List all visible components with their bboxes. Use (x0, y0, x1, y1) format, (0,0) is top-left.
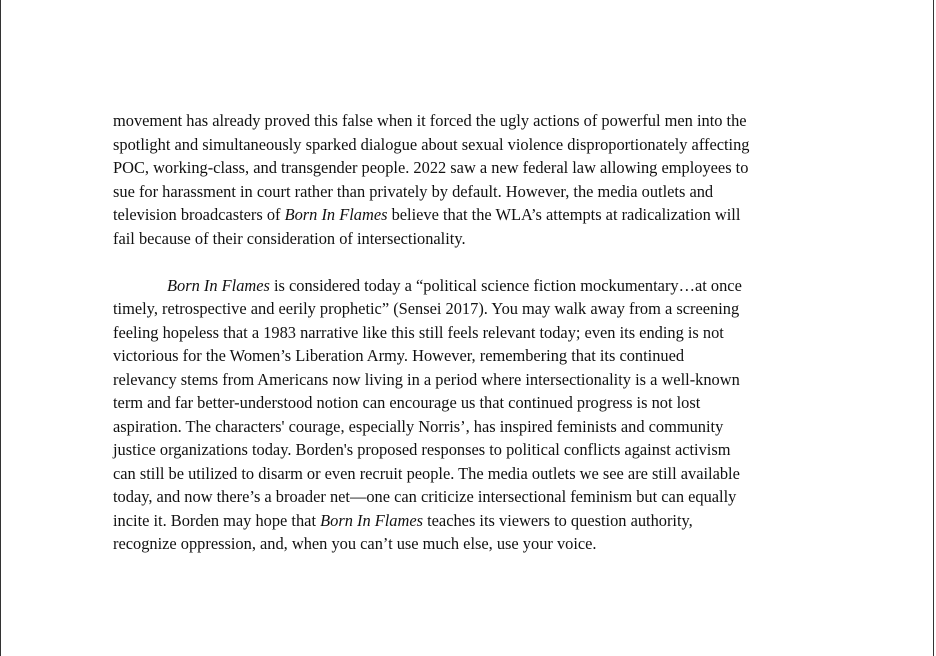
paragraph-2-line (113, 485, 825, 509)
film-title-italic: Born In Flames (320, 510, 423, 530)
paragraph-1-line (113, 133, 825, 157)
film-title-italic: Born In Flames (167, 275, 270, 295)
film-title-italic: Born In Flames (284, 205, 388, 224)
text-run: POC, working-class, and transgender people. 2022 saw a new federal law allowing employees to (113, 158, 749, 177)
paragraph-2-line (113, 532, 825, 556)
text-run: teaches its viewers to question authority, (423, 510, 693, 530)
text-run: believe that the WLA’s attempts at radicalization will (387, 205, 741, 224)
paragraph-2-line (113, 274, 825, 298)
paragraph-2-line (113, 344, 825, 368)
paragraph-2-line (113, 509, 825, 533)
text-run: movement has already proved this false when it forced the ugly actions of powerful men into the (113, 111, 747, 130)
paragraph-1-line (113, 156, 825, 180)
text-run: feeling hopeless that a 1983 narrative like this still feels relevant today; even its ending is not (113, 322, 724, 342)
text-run: timely, retrospective and eerily prophetic” (Sensei 2017). You may walk away from a screening (113, 299, 740, 318)
text-run: relevancy stems from Americans now living in a period where intersectionality is a well-known (113, 369, 740, 389)
paragraph-2-line (113, 462, 825, 486)
text-run: today, and now there’s a broader net—one can criticize intersectional feminism but can equally (113, 487, 737, 506)
paragraph-2-line (113, 415, 825, 439)
text-run: television broadcasters of (113, 205, 285, 224)
paragraph-2-line (113, 438, 825, 462)
paragraph-1-line (113, 227, 825, 251)
paragraph-2-line (113, 391, 825, 415)
text-run: recognize oppression, and, when you can’t use much else, use your voice. (113, 534, 597, 553)
text-run: fail because of their consideration of intersectionality. (113, 228, 466, 248)
paragraph-1-line (113, 180, 825, 204)
text-run: term and far better-understood notion can encourage us that continued progress is not lost (113, 393, 701, 412)
text-run: can still be utilized to disarm or even recruit people. The media outlets we see are still available (113, 463, 740, 483)
paragraph-2-line (113, 368, 825, 392)
text-run: victorious for the Women’s Liberation Army. However, remembering that its continued (113, 346, 685, 365)
text-run: is considered today a “political science fiction mockumentary…at once (269, 275, 742, 295)
paragraph-2-line (113, 297, 825, 321)
paragraph-2-line (113, 321, 825, 345)
text-run: spotlight and simultaneously sparked dialogue about sexual violence disproportionately affecting (113, 134, 750, 154)
text-run: justice organizations today. Borden's proposed responses to political conflicts against activism (113, 440, 731, 459)
text-run: incite it. Borden may hope that (113, 510, 321, 530)
text-run: sue for harassment in court rather than privately by default. However, the media outlets and (113, 181, 714, 201)
paragraph-1-line (113, 203, 825, 227)
document-body (113, 109, 825, 556)
text-run: aspiration. The characters' courage, especially Norris’, has inspired feminists and community (113, 416, 724, 436)
paragraph-gap (113, 250, 825, 274)
paragraph-1-line (113, 109, 825, 133)
